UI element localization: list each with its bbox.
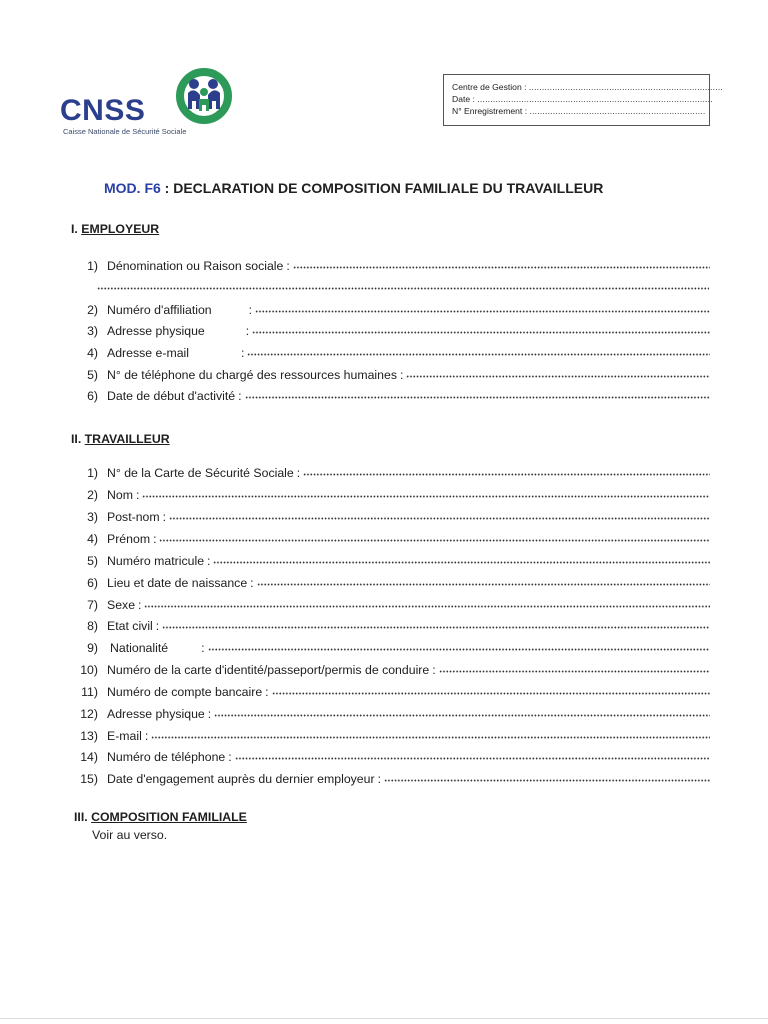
field-employer-address (74, 321, 710, 337)
field-affiliation-number (74, 300, 710, 316)
field-label: Sexe (107, 598, 136, 612)
section-employeur-heading (71, 222, 159, 236)
registration-fill[interactable]: ........................................................................... (528, 82, 723, 92)
field-colon: : (432, 663, 436, 677)
field-label: Adresse physique (107, 324, 205, 338)
field-sex (74, 595, 710, 611)
field-label: N° de la Carte de Sécurité Sociale (107, 466, 294, 480)
field-fill-line[interactable] (406, 366, 710, 380)
field-number: 10) (80, 663, 98, 677)
field-fill-line[interactable] (247, 344, 710, 358)
field-number: 1) (87, 259, 98, 273)
field-label: Lieu et date de naissance (107, 576, 248, 590)
section-title: TRAVAILLEUR (84, 432, 170, 446)
section-title: EMPLOYEUR (81, 222, 160, 236)
field-label: Post-nom (107, 510, 160, 524)
field-label: Date d'engagement auprès du dernier employeur (107, 772, 375, 786)
field-last-name (74, 485, 710, 501)
field-colon: : (162, 510, 167, 524)
field-number: 7) (87, 598, 98, 612)
field-label: Numéro matricule (107, 554, 205, 568)
registration-label: N° Enregistrement (452, 106, 523, 117)
field-colon: : (250, 576, 254, 590)
field-number: 2) (87, 303, 98, 317)
registration-row (452, 81, 723, 93)
field-colon: : (153, 532, 157, 546)
field-colon: : (135, 488, 140, 502)
field-post-name (74, 507, 710, 523)
field-first-name (74, 529, 710, 545)
field-worker-phone (74, 747, 710, 763)
field-label: E-mail (107, 729, 142, 743)
field-number: 15) (80, 772, 98, 786)
form-code: MOD. F6 (104, 180, 161, 196)
svg-text:CNSS: CNSS (60, 94, 146, 127)
field-fill-line[interactable] (272, 683, 710, 697)
section-number: II. (71, 432, 82, 446)
field-fill-line[interactable] (384, 770, 710, 784)
field-number: 1) (87, 466, 98, 480)
field-colon: : (265, 685, 269, 699)
field-number: 2) (87, 488, 98, 502)
field-label: Numéro de téléphone (107, 750, 226, 764)
section-number: I. (71, 222, 78, 236)
field-label: Etat civil (107, 619, 153, 633)
field-number: 13) (80, 729, 98, 743)
verso-note: Voir au verso. (92, 828, 168, 842)
field-fill-line-continuation[interactable] (97, 278, 709, 292)
field-employer-email (74, 343, 710, 359)
field-number: 5) (87, 368, 98, 382)
field-fill-line[interactable] (151, 727, 710, 741)
field-colon: : (286, 259, 290, 273)
field-label: Adresse physique (107, 707, 205, 721)
registration-box (443, 74, 723, 126)
field-fill-line[interactable] (144, 596, 710, 610)
field-id-document-number (74, 660, 710, 676)
field-label: Dénomination ou Raison sociale (107, 259, 284, 273)
field-fill-line[interactable] (257, 574, 710, 588)
field-number: 11) (81, 685, 98, 699)
field-colon: : (296, 466, 301, 480)
field-fill-line[interactable] (235, 748, 710, 762)
registration-row (452, 105, 709, 117)
field-colon: : (377, 772, 382, 786)
field-number: 3) (87, 324, 98, 338)
family-icon (60, 62, 250, 126)
field-number: 6) (87, 389, 98, 403)
field-engagement-date (74, 769, 710, 785)
field-number: 12) (80, 707, 98, 721)
form-title-text: : DECLARATION DE COMPOSITION FAMILIALE DU TRAVAILLEUR (164, 180, 604, 196)
field-number: 8) (87, 619, 98, 633)
field-fill-line[interactable] (169, 508, 710, 522)
field-number: 6) (87, 576, 98, 590)
registration-colon: : (524, 106, 528, 117)
section-number: III. (74, 810, 88, 824)
registration-label: Date (452, 94, 471, 105)
field-number: 5) (87, 554, 98, 568)
field-colon: : (228, 750, 232, 764)
field-fill-line[interactable] (303, 464, 710, 478)
field-bank-account (74, 682, 710, 698)
page-edge-divider (0, 1018, 768, 1019)
field-civil-status (74, 616, 710, 632)
field-fill-line[interactable] (293, 257, 710, 271)
field-nationality (74, 638, 710, 654)
field-label: Nationalité (110, 641, 169, 655)
field-number: 4) (87, 532, 98, 546)
field-number: 3) (87, 510, 98, 524)
field-colon: : (207, 554, 211, 568)
field-fill-line[interactable] (252, 322, 710, 336)
field-fill-line[interactable] (213, 552, 710, 566)
field-fill-line[interactable] (214, 705, 710, 719)
field-colon: : (248, 303, 253, 317)
field-fill-line[interactable] (162, 617, 710, 631)
field-birth-place-date (74, 573, 710, 589)
registration-colon: : (472, 94, 475, 105)
field-fill-line[interactable] (142, 486, 710, 500)
field-label: N° de téléphone du chargé des ressources humaines (107, 368, 397, 382)
registration-row (452, 93, 713, 105)
field-number: 14) (80, 750, 98, 764)
field-number: 4) (87, 346, 98, 360)
field-label: Numéro de compte bancaire (107, 685, 263, 699)
field-worker-address (74, 704, 710, 720)
field-label: Numéro de la carte d'identité/passeport/permis de conduire (107, 663, 430, 677)
field-label: Nom (107, 488, 133, 502)
field-label: Date de début d'activité (107, 389, 236, 403)
field-fill-line[interactable] (159, 530, 710, 544)
field-fill-line[interactable] (245, 387, 710, 401)
field-employer-name (74, 256, 710, 272)
field-fill-line[interactable] (255, 301, 710, 315)
field-colon: : (207, 707, 212, 721)
field-label: Adresse e-mail (107, 346, 190, 360)
registration-label: Centre de Gestion (452, 82, 522, 92)
field-registration-number (74, 551, 710, 567)
field-fill-line[interactable] (439, 661, 710, 675)
field-colon: : (399, 368, 404, 382)
brand-subtitle: Caisse Nationale de Sécurité Sociale (63, 127, 187, 136)
field-social-security-card (74, 463, 710, 479)
field-colon: : (241, 346, 245, 360)
field-label: Numéro d'affiliation (107, 303, 212, 317)
registration-fill[interactable]: .................................................................... (529, 106, 706, 117)
field-worker-email (74, 726, 710, 742)
form-title (104, 180, 724, 196)
field-colon: : (138, 598, 142, 612)
field-number: 9) (87, 641, 98, 655)
field-colon: : (201, 641, 205, 655)
field-hr-phone (74, 365, 710, 381)
field-activity-start-date (74, 386, 710, 402)
cnss-logo (60, 62, 250, 142)
field-colon: : (144, 729, 149, 743)
field-fill-line[interactable] (208, 639, 710, 653)
field-colon: : (238, 389, 242, 403)
field-label: Prénom (107, 532, 151, 546)
field-colon: : (155, 619, 160, 633)
field-colon: : (245, 324, 250, 338)
registration-colon: : (524, 82, 527, 92)
section-title: COMPOSITION FAMILIALE (91, 810, 247, 824)
section-travailleur-heading (71, 432, 170, 446)
registration-fill[interactable]: ........................................................................................... (477, 94, 713, 105)
section-composition-heading (74, 810, 247, 824)
